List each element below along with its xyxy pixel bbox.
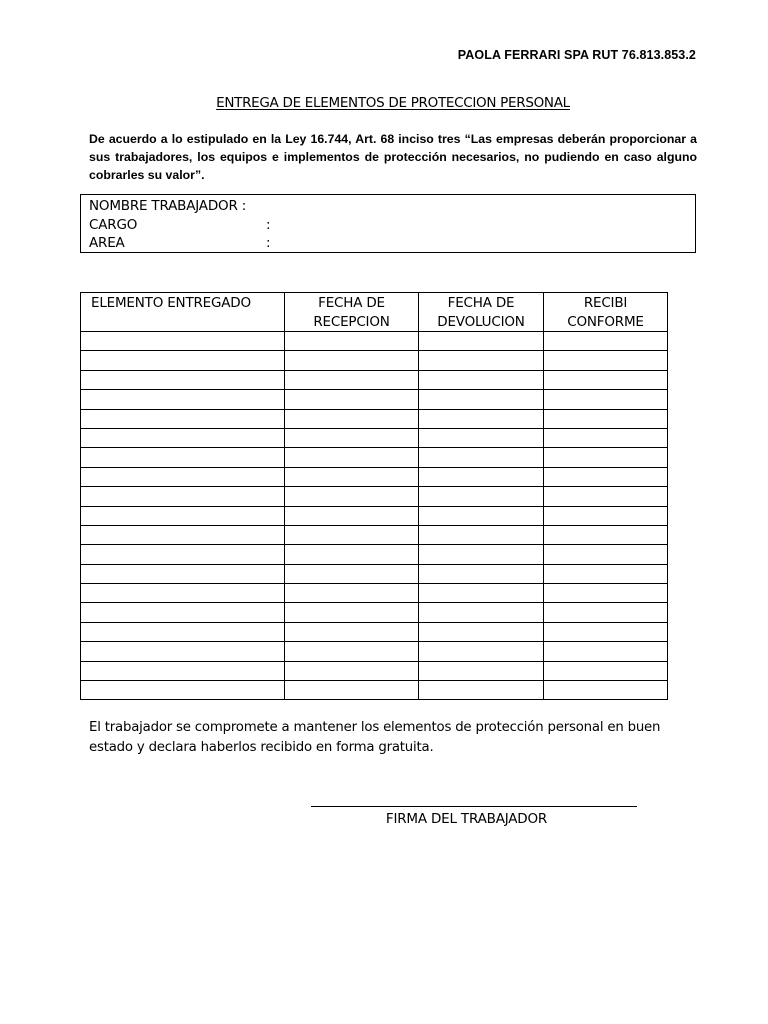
table-row (81, 487, 668, 506)
cell-received-conform[interactable] (544, 332, 668, 351)
table-row (81, 545, 668, 564)
cell-received-conform[interactable] (544, 506, 668, 525)
cell-received-conform[interactable] (544, 487, 668, 506)
cell-reception-date[interactable] (285, 681, 419, 700)
worker-position-label: CARGO (89, 216, 138, 233)
cell-reception-date[interactable] (285, 390, 419, 409)
table-row (81, 642, 668, 661)
cell-reception-date[interactable] (285, 506, 419, 525)
cell-element-delivered[interactable] (81, 584, 285, 603)
cell-return-date[interactable] (419, 564, 544, 583)
worker-area-label: AREA (89, 235, 125, 251)
table-row (81, 603, 668, 622)
header-received-conform (544, 293, 668, 332)
cell-return-date[interactable] (419, 332, 544, 351)
cell-received-conform[interactable] (544, 622, 668, 641)
worker-name-row[interactable] (89, 197, 695, 216)
cell-received-conform[interactable] (544, 681, 668, 700)
table-row (81, 370, 668, 389)
cell-element-delivered[interactable] (81, 661, 285, 680)
cell-received-conform[interactable] (544, 603, 668, 622)
cell-element-delivered[interactable] (81, 545, 285, 564)
cell-return-date[interactable] (419, 487, 544, 506)
company-header: PAOLA FERRARI SPA RUT 76.813.853.2 (457, 48, 696, 62)
table-row (81, 351, 668, 370)
delivery-table (80, 292, 668, 700)
cell-element-delivered[interactable] (81, 642, 285, 661)
cell-received-conform[interactable] (544, 584, 668, 603)
cell-return-date[interactable] (419, 448, 544, 467)
worker-position-separator: : (266, 216, 271, 233)
table-row (81, 409, 668, 428)
signature-label: FIRMA DEL TRABAJADOR (385, 811, 548, 827)
table-row (81, 428, 668, 447)
cell-element-delivered[interactable] (81, 409, 285, 428)
cell-reception-date[interactable] (285, 584, 419, 603)
table-row (81, 467, 668, 486)
cell-return-date[interactable] (419, 351, 544, 370)
cell-reception-date[interactable] (285, 351, 419, 370)
cell-received-conform[interactable] (544, 390, 668, 409)
header-return-date-line1: FECHA DE (447, 295, 515, 311)
header-element-delivered (81, 293, 285, 332)
cell-element-delivered[interactable] (81, 332, 285, 351)
cell-received-conform[interactable] (544, 351, 668, 370)
cell-element-delivered[interactable] (81, 487, 285, 506)
cell-return-date[interactable] (419, 642, 544, 661)
header-reception-date-line1: FECHA DE (318, 295, 385, 311)
cell-reception-date[interactable] (285, 409, 419, 428)
header-return-date-line2: DEVOLUCION (437, 313, 525, 330)
cell-return-date[interactable] (419, 409, 544, 428)
cell-return-date[interactable] (419, 545, 544, 564)
cell-reception-date[interactable] (285, 564, 419, 583)
cell-return-date[interactable] (419, 428, 544, 447)
header-element-delivered-label: ELEMENTO ENTREGADO (91, 295, 251, 311)
cell-return-date[interactable] (419, 370, 544, 389)
header-received-conform-line2: CONFORME (567, 313, 644, 330)
cell-return-date[interactable] (419, 622, 544, 641)
cell-return-date[interactable] (419, 525, 544, 544)
cell-received-conform[interactable] (544, 467, 668, 486)
cell-reception-date[interactable] (285, 545, 419, 564)
cell-element-delivered[interactable] (81, 564, 285, 583)
worker-info-box (80, 194, 696, 253)
cell-element-delivered[interactable] (81, 506, 285, 525)
table-row (81, 622, 668, 641)
cell-return-date[interactable] (419, 661, 544, 680)
header-reception-date-line2: RECEPCION (313, 313, 390, 330)
cell-return-date[interactable] (419, 390, 544, 409)
table-row (81, 564, 668, 583)
table-header-row (81, 293, 668, 332)
cell-element-delivered[interactable] (81, 622, 285, 641)
cell-element-delivered[interactable] (81, 467, 285, 486)
table-row (81, 332, 668, 351)
worker-area-row[interactable] (89, 234, 695, 253)
table-row (81, 681, 668, 700)
header-return-date (419, 293, 544, 332)
cell-reception-date[interactable] (285, 448, 419, 467)
cell-reception-date[interactable] (285, 661, 419, 680)
cell-element-delivered[interactable] (81, 603, 285, 622)
cell-received-conform[interactable] (544, 525, 668, 544)
cell-reception-date[interactable] (285, 642, 419, 661)
cell-return-date[interactable] (419, 681, 544, 700)
cell-element-delivered[interactable] (81, 390, 285, 409)
cell-received-conform[interactable] (544, 545, 668, 564)
cell-received-conform[interactable] (544, 661, 668, 680)
cell-reception-date[interactable] (285, 370, 419, 389)
cell-received-conform[interactable] (544, 370, 668, 389)
cell-reception-date[interactable] (285, 622, 419, 641)
header-reception-date (285, 293, 419, 332)
table-body (81, 332, 668, 700)
cell-reception-date[interactable] (285, 428, 419, 447)
cell-return-date[interactable] (419, 584, 544, 603)
worker-position-row[interactable] (89, 216, 695, 235)
legal-intro-paragraph: De acuerdo a lo estipulado en la Ley 16.744, Art. 68 inciso tres “Las empresas deberán proporcionar a sus trabajadores, los equipos e implementos de protección necesarios, no pudiendo en caso alguno cobrarles su valor”. (89, 132, 697, 182)
cell-reception-date[interactable] (285, 332, 419, 351)
cell-received-conform[interactable] (544, 428, 668, 447)
commitment-statement: El trabajador se compromete a mantener los elementos de protección personal en buen estado y declara haberlos recibido en forma gratuita. (89, 720, 661, 755)
cell-reception-date[interactable] (285, 525, 419, 544)
cell-element-delivered[interactable] (81, 351, 285, 370)
cell-received-conform[interactable] (544, 448, 668, 467)
cell-return-date[interactable] (419, 506, 544, 525)
cell-return-date[interactable] (419, 467, 544, 486)
table-row (81, 448, 668, 467)
table-row (81, 661, 668, 680)
table-row (81, 525, 668, 544)
table-row (81, 584, 668, 603)
table-row (81, 506, 668, 525)
cell-element-delivered[interactable] (81, 448, 285, 467)
worker-area-separator: : (266, 235, 271, 251)
cell-element-delivered[interactable] (81, 681, 285, 700)
worker-name-label: NOMBRE TRABAJADOR : (89, 198, 247, 214)
cell-received-conform[interactable] (544, 642, 668, 661)
cell-return-date[interactable] (419, 603, 544, 622)
cell-reception-date[interactable] (285, 603, 419, 622)
cell-reception-date[interactable] (285, 467, 419, 486)
document-title: ENTREGA DE ELEMENTOS DE PROTECCION PERSONAL (216, 95, 570, 111)
cell-element-delivered[interactable] (81, 525, 285, 544)
cell-reception-date[interactable] (285, 487, 419, 506)
cell-element-delivered[interactable] (81, 428, 285, 447)
cell-received-conform[interactable] (544, 409, 668, 428)
table-row (81, 390, 668, 409)
header-received-conform-line1: RECIBI (583, 295, 628, 311)
signature-line[interactable] (311, 806, 637, 807)
cell-element-delivered[interactable] (81, 370, 285, 389)
cell-received-conform[interactable] (544, 564, 668, 583)
